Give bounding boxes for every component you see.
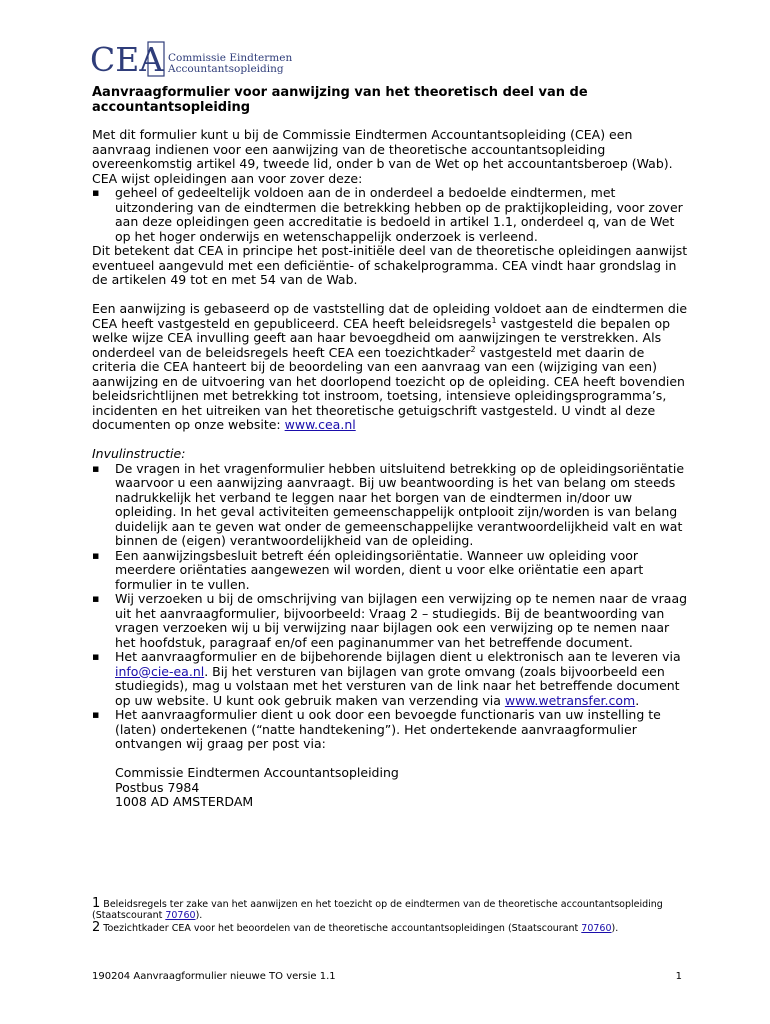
- svg-text:CEA: CEA: [90, 40, 164, 79]
- policy-text-c: vastgesteld met daarin de criteria die CEA hanteert bij de beoordeling van een aanvraag van een (wijziging van een) aanwijzing en de uitvoering van het doorlopend toezicht op de opleiding. CEA heeft bovendien beleidsrichtlijnen met betrekking tot instroom, toetsing, intensieve opleidingsprogramma’s, incidenten en het uitreiken van het theoretische getuigschrift vastgesteld. U vindt al deze documenten op onze website:: [92, 344, 685, 432]
- footnote-2-number: 2: [92, 920, 101, 935]
- cea-logo-mark: [90, 40, 166, 80]
- policy-paragraph: [92, 302, 692, 433]
- instruction-item-4-text-b: . Bij het versturen van bijlagen van grote omvang (zoals bijvoorbeeld een studiegids), mag u volstaan met het versturen van de link naar het betreffende document op uw website. U kunt ook gebruik maken van verzending via: [115, 663, 680, 708]
- page-footer: [92, 971, 682, 982]
- footnote-ref-1[interactable]: 1: [491, 315, 497, 325]
- footnote-2-end: ).: [611, 923, 619, 934]
- policy-text-a: Een aanwijzing is gebaseerd op de vaststelling dat de opleiding voldoet aan de eindtermen die CEA heeft vastgesteld en gepubliceerd. CEA heeft beleidsregels: [92, 301, 688, 331]
- instruction-item-4: [92, 650, 692, 708]
- instruction-item-3: ▪ Wij verzoeken u bij de omschrijving van bijlagen een verwijzing op te nemen naar de vraag uit het aanvraagformulier, bijvoorbeeld: Vraag 2 – studiegids. Bij de beantwoording van vragen verzoeken wij u bij verwijzing naar bijlagen ook een verwijzing op te nemen naar het hoofdstuk, paragraaf en/of een paginanummer van het betreffende document.: [92, 592, 692, 650]
- logo-line-2: Accountantsopleiding: [168, 63, 284, 75]
- instruction-item-4-text-c: .: [635, 692, 640, 708]
- wetransfer-link[interactable]: www.wetransfer.com: [504, 692, 636, 708]
- footnote-1-text: Beleidsregels ter zake van het aanwijzen en het toezicht op de eindtermen van de theoretische accountantsopleiding (Staatscourant: [92, 899, 663, 921]
- logo-line-1: Commissie Eindtermen: [168, 52, 293, 64]
- address-line-2: Postbus 7984: [115, 779, 200, 795]
- address-line-3: 1008 AD AMSTERDAM: [115, 794, 254, 809]
- footnote-1-link[interactable]: 70760: [165, 910, 196, 921]
- document-body: [92, 128, 692, 810]
- page-number: 1: [675, 971, 682, 982]
- footnote-2-text: Toezichtkader CEA voor het beoordelen van de theoretische accountantsopleidingen (Staatscourant: [100, 923, 582, 934]
- footnote-1-number: 1: [92, 896, 101, 911]
- footnote-1-end: ).: [195, 910, 203, 921]
- footnote-2: [92, 922, 692, 934]
- instruction-item-4-text-a: Het aanvraagformulier en de bijbehorende bijlagen dient u elektronisch aan te leveren via: [115, 649, 681, 664]
- instruction-item-5: ▪ Het aanvraagformulier dient u ook door een bevoegde functionaris van uw instelling te (laten) ondertekenen (“natte handtekening”). Het ondertekende aanvraagformulier ontvangen wij graag per post via:: [92, 708, 692, 752]
- postal-address: [92, 766, 692, 810]
- intro-bullet: ▪ geheel of gedeeltelijk voldoen aan de in onderdeel a bedoelde eindtermen, met uitzondering van de eindtermen die betrekking hebben op de praktijkopleiding, voor zover aan deze opleidingen geen accreditatie is bedoeld in artikel 1.1, onderdeel q, van de Wet op het hoger onderwijs en wetenschappelijk onderzoek is verleend.: [92, 186, 692, 244]
- address-line-1: Commissie Eindtermen Accountantsopleiding: [115, 765, 399, 780]
- policy-text-b: vastgesteld die bepalen op welke wijze CEA invulling geeft aan haar bevoegdheid om aanwijzingen te verstrekken. Als onderdeel van de beleidsregels heeft CEA een toezichtkader: [92, 315, 671, 360]
- instruction-item-1: ▪ De vragen in het vragenformulier hebben uitsluitend betrekking op de opleidingsoriëntatie waarvoor u een aanwijzing aanvraagt. Bij uw beantwoording is het van belang om steeds nadrukkelijk het verband te leggen naar het borgen van de eindtermen in/door uw opleiding. In het geval activiteiten gemeenschappelijk ontplooit zijn/worden is van belang duidelijk aan te geven wat onder de gemeenschappelijke verantwoordelijkheid valt en wat binnen de (eigen) verantwoordelijkheid van de opleiding.: [92, 462, 692, 549]
- instruction-item-2: ▪ Een aanwijzingsbesluit betreft één opleidingsoriëntatie. Wanneer uw opleiding voor meerdere oriëntaties aangewezen wil worden, dient u voor elke oriëntatie een apart formulier in te vullen.: [92, 549, 692, 593]
- intro-bullet-list: [92, 186, 692, 244]
- instructions-list: [92, 462, 692, 752]
- intro-paragraph: Met dit formulier kunt u bij de Commissie Eindtermen Accountantsopleiding (CEA) een aanvraag indienen voor een aanwijzing van de theoretische accountantsopleiding overeenkomstig artikel 49, tweede lid, onder b van de Wet op het accountantsberoep (Wab). CEA wijst opleidingen aan voor zover deze:: [92, 127, 673, 186]
- email-link[interactable]: info@cie-ea.nl: [115, 663, 205, 679]
- intro-paragraph-2: Dit betekent dat CEA in principe het post-initiële deel van de theoretische opleidingen aanwijst eventueel aangevuld met een deficiëntie- of schakelprogramma. CEA vindt haar grondslag in de artikelen 49 tot en met 54 van de Wab.: [92, 243, 688, 287]
- footnote-ref-2[interactable]: 2: [470, 344, 476, 354]
- cea-website-link[interactable]: www.cea.nl: [284, 417, 356, 432]
- footnote-2-link[interactable]: 70760: [581, 923, 612, 934]
- footnote-1: [92, 898, 692, 921]
- document-title: Aanvraagformulier voor aanwijzing van het theoretisch deel van de accountantsopleiding: [92, 85, 588, 115]
- document-id: 190204 Aanvraagformulier nieuwe TO versie 1.1: [92, 971, 336, 982]
- logo-text: [168, 53, 292, 75]
- instructions-heading: Invulinstructie:: [92, 446, 186, 461]
